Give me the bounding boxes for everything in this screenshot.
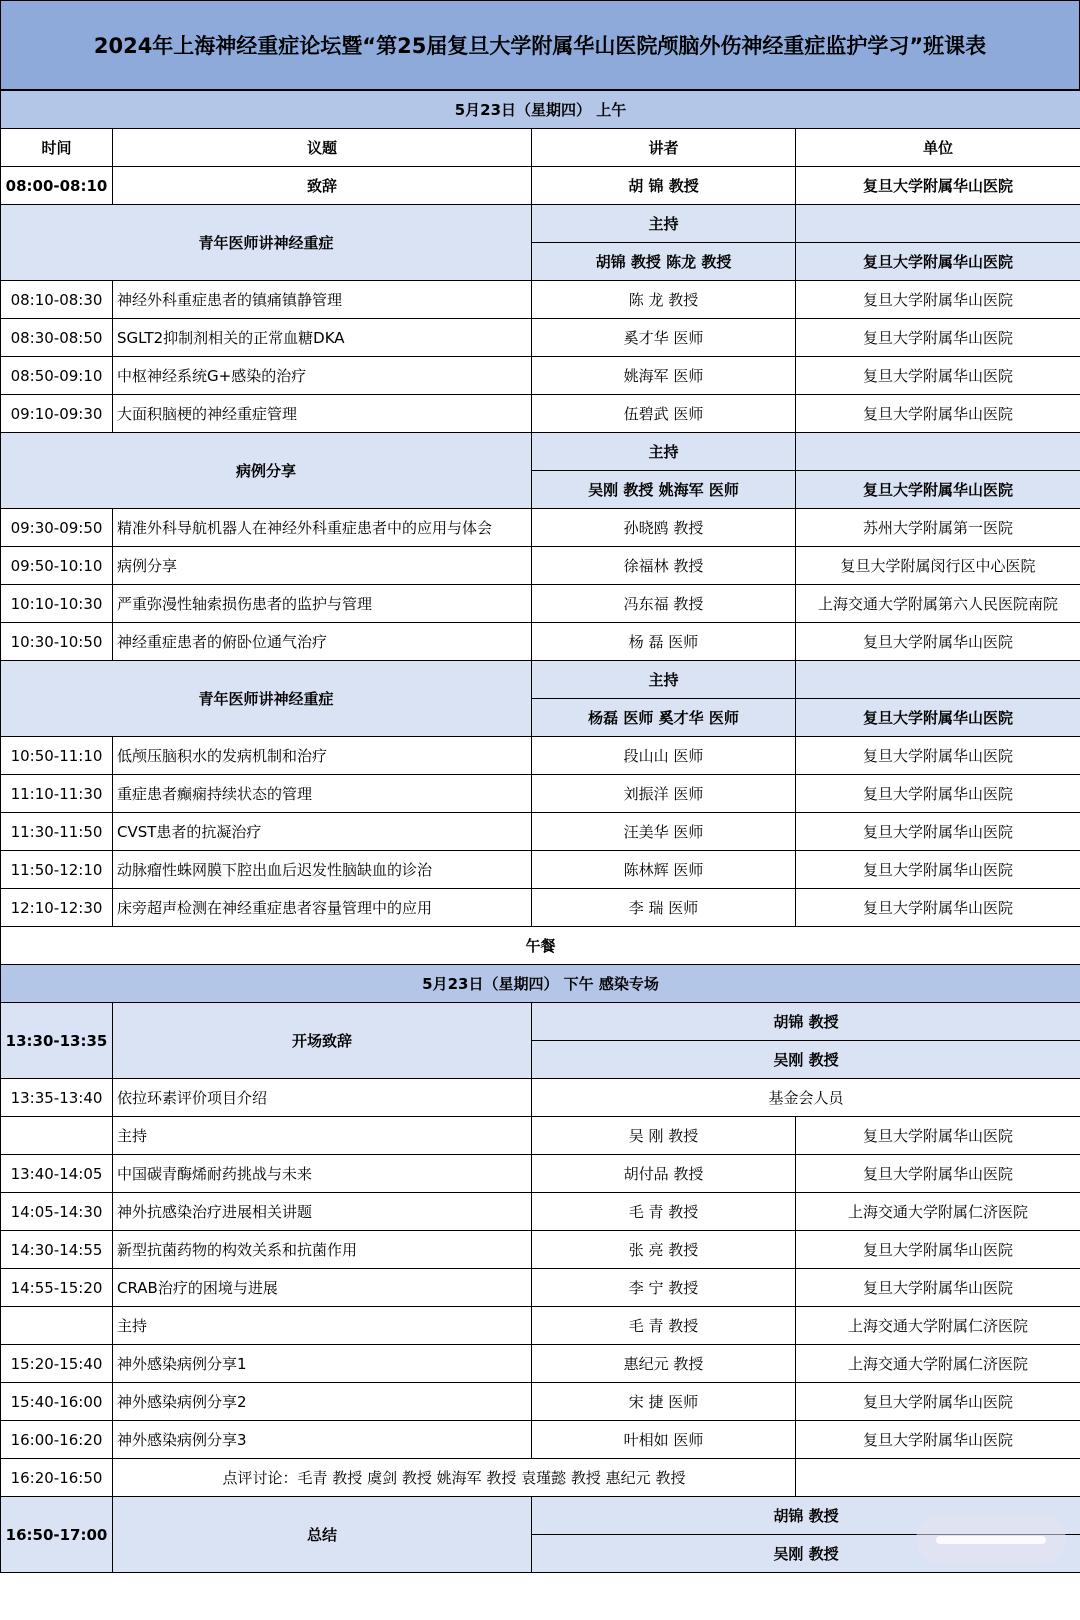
schedule-table	[0, 90, 1080, 1573]
speaker-cell: 冯东福 教授	[532, 585, 796, 623]
session-hosts: 杨磊 医师 奚才华 医师	[532, 699, 796, 737]
topic-cell: 神经重症患者的俯卧位通气治疗	[113, 623, 532, 661]
time-cell: 10:10-10:30	[1, 585, 113, 623]
topic-cell: CRAB治疗的困境与进展	[113, 1269, 532, 1307]
topic-cell: 神外感染病例分享1	[113, 1345, 532, 1383]
topic-cell: 严重弥漫性轴索损伤患者的监护与管理	[113, 585, 532, 623]
speaker-cell: 孙晓鸥 教授	[532, 509, 796, 547]
topic-cell: 重症患者癫痫持续状态的管理	[113, 775, 532, 813]
session-title: 青年医师讲神经重症	[1, 661, 532, 737]
time-cell: 08:50-09:10	[1, 357, 113, 395]
schedule-title: 2024年上海神经重症论坛暨“第25届复旦大学附属华山医院颅脑外伤神经重症监护学习”班课表	[0, 0, 1080, 90]
opening-row	[1, 167, 1080, 205]
topic-cell: SGLT2抑制剂相关的正常血糖DKA	[113, 319, 532, 357]
time-cell: 09:10-09:30	[1, 395, 113, 433]
unit-cell: 复旦大学附属华山医院	[796, 737, 1080, 775]
unit-cell: 上海交通大学附属仁济医院	[796, 1307, 1080, 1345]
unit-cell: 复旦大学附属闵行区中心医院	[796, 547, 1080, 585]
talk-row	[1, 509, 1080, 547]
host-row	[1, 1117, 1080, 1155]
session-title: 病例分享	[1, 433, 532, 509]
unit-cell: 上海交通大学附属第六人民医院南院	[796, 585, 1080, 623]
speaker-cell: 张 亮 教授	[532, 1231, 796, 1269]
talk-row	[1, 281, 1080, 319]
speaker-cell: 杨 磊 医师	[532, 623, 796, 661]
host-row	[1, 1307, 1080, 1345]
empty-cell	[1, 1307, 113, 1345]
lunch-break: 午餐	[1, 927, 1080, 965]
topic-cell: 床旁超声检测在神经重症患者容量管理中的应用	[113, 889, 532, 927]
speaker-cell: 陈 龙 教授	[532, 281, 796, 319]
session-host-unit: 复旦大学附属华山医院	[796, 243, 1080, 281]
talk-row	[1, 319, 1080, 357]
session-header-row	[1, 205, 1080, 243]
speaker-cell: 毛 青 教授	[532, 1193, 796, 1231]
time-cell: 14:05-14:30	[1, 1193, 113, 1231]
session-hosts: 吴刚 教授 姚海军 医师	[532, 471, 796, 509]
time-cell: 13:40-14:05	[1, 1155, 113, 1193]
empty-cell	[796, 661, 1080, 699]
host-label: 主持	[532, 661, 796, 699]
time-cell: 11:50-12:10	[1, 851, 113, 889]
talk-row	[1, 623, 1080, 661]
session-host-unit: 复旦大学附属华山医院	[796, 699, 1080, 737]
speaker-cell: 胡付品 教授	[532, 1155, 796, 1193]
session-header-row	[1, 661, 1080, 699]
unit-cell: 苏州大学附属第一医院	[796, 509, 1080, 547]
unit-cell: 复旦大学附属华山医院	[796, 851, 1080, 889]
topic-cell: 精准外科导航机器人在神经外科重症患者中的应用与体会	[113, 509, 532, 547]
topic-cell: 总结	[113, 1497, 532, 1573]
time-cell: 08:00-08:10	[1, 167, 113, 205]
session-hosts: 胡锦 教授 陈龙 教授	[532, 243, 796, 281]
time-cell: 08:30-08:50	[1, 319, 113, 357]
topic-cell: 大面积脑梗的神经重症管理	[113, 395, 532, 433]
speaker-cell: 伍碧武 医师	[532, 395, 796, 433]
time-cell: 10:50-11:10	[1, 737, 113, 775]
time-cell: 11:10-11:30	[1, 775, 113, 813]
topic-cell: 中枢神经系统G+感染的治疗	[113, 357, 532, 395]
talk-row	[1, 395, 1080, 433]
unit-cell: 上海交通大学附属仁济医院	[796, 1193, 1080, 1231]
unit-cell: 复旦大学附属华山医院	[796, 1383, 1080, 1421]
unit-cell: 复旦大学附属华山医院	[796, 813, 1080, 851]
speaker-cell: 惠纪元 教授	[532, 1345, 796, 1383]
topic-cell: 神外抗感染治疗进展相关讲题	[113, 1193, 532, 1231]
unit-cell: 上海交通大学附属仁济医院	[796, 1345, 1080, 1383]
time-cell: 14:55-15:20	[1, 1269, 113, 1307]
session-header-row	[1, 433, 1080, 471]
time-cell: 08:10-08:30	[1, 281, 113, 319]
speaker-cell: 刘振洋 医师	[532, 775, 796, 813]
speaker-cell: 基金会人员	[532, 1079, 1080, 1117]
talk-row	[1, 547, 1080, 585]
col-time: 时间	[1, 129, 113, 167]
speaker-cell: 胡锦 教授	[532, 1003, 1080, 1041]
morning-header-row	[1, 91, 1080, 129]
time-cell: 13:35-13:40	[1, 1079, 113, 1117]
pm-intro-row	[1, 1079, 1080, 1117]
talk-row	[1, 1345, 1080, 1383]
host-label: 主持	[113, 1117, 532, 1155]
talk-row	[1, 737, 1080, 775]
talk-row	[1, 889, 1080, 927]
watermark	[916, 1515, 1066, 1565]
unit-cell: 复旦大学附属华山医院	[796, 1269, 1080, 1307]
column-header-row	[1, 129, 1080, 167]
pm-opening-row	[1, 1003, 1080, 1041]
speaker-cell: 吴刚 教授	[532, 1041, 1080, 1079]
host-label: 主持	[532, 205, 796, 243]
unit-cell: 复旦大学附属华山医院	[796, 1117, 1080, 1155]
speaker-cell: 胡锦 教授	[532, 1497, 1080, 1535]
talk-row	[1, 357, 1080, 395]
time-cell: 10:30-10:50	[1, 623, 113, 661]
unit-cell: 复旦大学附属华山医院	[796, 319, 1080, 357]
topic-cell: 中国碳青酶烯耐药挑战与未来	[113, 1155, 532, 1193]
time-cell: 09:50-10:10	[1, 547, 113, 585]
empty-cell	[1, 1117, 113, 1155]
afternoon-header: 5月23日（星期四） 下午 感染专场	[1, 965, 1080, 1003]
unit-cell: 复旦大学附属华山医院	[796, 357, 1080, 395]
unit-cell: 复旦大学附属华山医院	[796, 1231, 1080, 1269]
time-cell: 09:30-09:50	[1, 509, 113, 547]
col-topic: 议题	[113, 129, 532, 167]
topic-cell: 神外感染病例分享2	[113, 1383, 532, 1421]
unit-cell: 复旦大学附属华山医院	[796, 281, 1080, 319]
topic-cell: 开场致辞	[113, 1003, 532, 1079]
talk-row	[1, 851, 1080, 889]
empty-cell	[796, 433, 1080, 471]
speaker-cell: 叶相如 医师	[532, 1421, 796, 1459]
topic-cell: CVST患者的抗凝治疗	[113, 813, 532, 851]
time-cell: 16:20-16:50	[1, 1459, 113, 1497]
unit-cell: 复旦大学附属华山医院	[796, 889, 1080, 927]
speaker-cell: 胡 锦 教授	[532, 167, 796, 205]
talk-row	[1, 1421, 1080, 1459]
time-cell: 13:30-13:35	[1, 1003, 113, 1079]
discussion-cell: 点评讨论：毛青 教授 虞剑 教授 姚海军 教授 袁瑾懿 教授 惠纪元 教授	[113, 1459, 796, 1497]
topic-cell: 依拉环素评价项目介绍	[113, 1079, 532, 1117]
speaker-cell: 段山山 医师	[532, 737, 796, 775]
topic-cell: 动脉瘤性蛛网膜下腔出血后迟发性脑缺血的诊治	[113, 851, 532, 889]
talk-row	[1, 1383, 1080, 1421]
time-cell: 12:10-12:30	[1, 889, 113, 927]
lunch-row	[1, 927, 1080, 965]
unit-cell: 复旦大学附属华山医院	[796, 395, 1080, 433]
speaker-cell: 李 瑞 医师	[532, 889, 796, 927]
talk-row	[1, 813, 1080, 851]
talk-row	[1, 1155, 1080, 1193]
speaker-cell: 吴刚 教授	[532, 1535, 1080, 1573]
morning-header: 5月23日（星期四） 上午	[1, 91, 1080, 129]
talk-row	[1, 1193, 1080, 1231]
talk-row	[1, 1231, 1080, 1269]
topic-cell: 致辞	[113, 167, 532, 205]
empty-cell	[796, 1459, 1080, 1497]
time-cell: 15:20-15:40	[1, 1345, 113, 1383]
empty-cell	[796, 205, 1080, 243]
col-speaker: 讲者	[532, 129, 796, 167]
speaker-cell: 吴 刚 教授	[532, 1117, 796, 1155]
speaker-cell: 毛 青 教授	[532, 1307, 796, 1345]
host-label: 主持	[113, 1307, 532, 1345]
talk-row	[1, 775, 1080, 813]
host-label: 主持	[532, 433, 796, 471]
speaker-cell: 宋 捷 医师	[532, 1383, 796, 1421]
discussion-row	[1, 1459, 1080, 1497]
unit-cell: 复旦大学附属华山医院	[796, 167, 1080, 205]
time-cell: 14:30-14:55	[1, 1231, 113, 1269]
talk-row	[1, 585, 1080, 623]
unit-cell: 复旦大学附属华山医院	[796, 1421, 1080, 1459]
session-title: 青年医师讲神经重症	[1, 205, 532, 281]
afternoon-header-row	[1, 965, 1080, 1003]
schedule-body	[1, 91, 1080, 1573]
topic-cell: 低颅压脑积水的发病机制和治疗	[113, 737, 532, 775]
topic-cell: 神经外科重症患者的镇痛镇静管理	[113, 281, 532, 319]
unit-cell: 复旦大学附属华山医院	[796, 623, 1080, 661]
time-cell: 15:40-16:00	[1, 1383, 113, 1421]
talk-row	[1, 1269, 1080, 1307]
speaker-cell: 姚海军 医师	[532, 357, 796, 395]
unit-cell: 复旦大学附属华山医院	[796, 775, 1080, 813]
col-unit: 单位	[796, 129, 1080, 167]
speaker-cell: 奚才华 医师	[532, 319, 796, 357]
speaker-cell: 李 宁 教授	[532, 1269, 796, 1307]
unit-cell: 复旦大学附属华山医院	[796, 1155, 1080, 1193]
topic-cell: 新型抗菌药物的构效关系和抗菌作用	[113, 1231, 532, 1269]
time-cell: 11:30-11:50	[1, 813, 113, 851]
topic-cell: 病例分享	[113, 547, 532, 585]
speaker-cell: 徐福林 教授	[532, 547, 796, 585]
speaker-cell: 陈林辉 医师	[532, 851, 796, 889]
speaker-cell: 汪美华 医师	[532, 813, 796, 851]
session-host-unit: 复旦大学附属华山医院	[796, 471, 1080, 509]
time-cell: 16:00-16:20	[1, 1421, 113, 1459]
time-cell: 16:50-17:00	[1, 1497, 113, 1573]
topic-cell: 神外感染病例分享3	[113, 1421, 532, 1459]
